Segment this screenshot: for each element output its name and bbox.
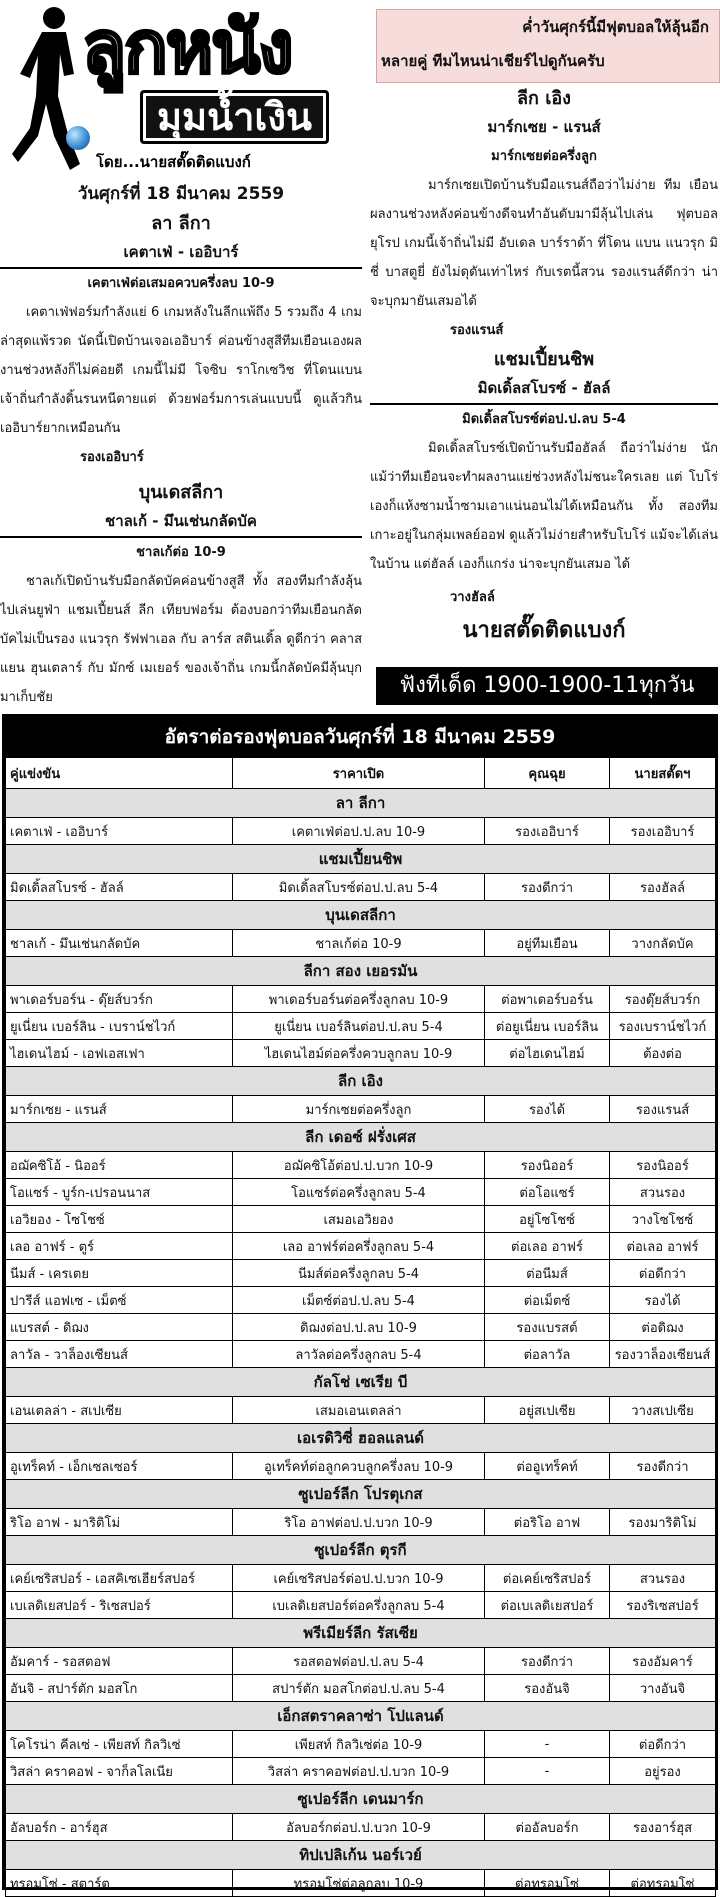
pick-nai-stud-cell: รองวาล็องเซียนส์ [610, 1341, 716, 1368]
table-row [6, 1453, 716, 1480]
league-group-label: ซูเปอร์ลีก โปรตุเกส [6, 1480, 716, 1509]
table-row [6, 1341, 716, 1368]
pick-nai-stud-cell: วางอันจิ [610, 1675, 716, 1702]
league-group-row [6, 1424, 716, 1453]
league-group-row [6, 1841, 716, 1870]
match-cell: ริโอ อาฟ - มาริติโม่ [6, 1509, 233, 1536]
pick-nai-stud-cell: รองได้ [610, 1287, 716, 1314]
match-title: มาร์กเซย - แรนส์ [487, 118, 601, 136]
pick-khun-chui-cell: อยู่โซโชซ์ [485, 1206, 610, 1233]
table-row [6, 818, 716, 845]
match-cell: อัลบอร์ก - อาร์ฮุส [6, 1814, 233, 1841]
pick-nai-stud-cell: ต้องต่อ [610, 1040, 716, 1067]
match-cell: อฌัคซิโอ้ - นิออร์ [6, 1152, 233, 1179]
table-row [6, 1675, 716, 1702]
opening-odds-cell: เคย์เซริสปอร์ต่อป.ป.บวก 10-9 [233, 1565, 485, 1592]
pick-khun-chui-cell: รองแบรสต์ [485, 1314, 610, 1341]
logo-byline: โดย...นายสตั๊ดติดแบงก์ [96, 153, 251, 171]
match-cell: โอแซร์ - บูร์ก-เปรอนนาส [6, 1179, 233, 1206]
match-cell: ทรอมโซ่ - สตาร์ต [6, 1870, 233, 1897]
league-group-label: เอเรดิวิซี่ ฮอลแลนด์ [6, 1424, 716, 1453]
pick-nai-stud-cell: ต่อดีกว่า [610, 1731, 716, 1758]
league-group-row [6, 1785, 716, 1814]
match-cell: เอนเตลล่า - สเปเซีย [6, 1397, 233, 1424]
match-cell: เบเลดิเยสปอร์ - ริเซสปอร์ [6, 1592, 233, 1619]
pick-khun-chui-cell: รองเออิบาร์ [485, 818, 610, 845]
pick-khun-chui-cell: รองได้ [485, 1096, 610, 1123]
ball-icon [66, 126, 90, 150]
table-row [6, 1397, 716, 1424]
pick-khun-chui-cell: ต่อทรอมโซ่ [485, 1870, 610, 1897]
match-cell: ไฮเดนไฮม์ - เอฟเอสเฟา [6, 1040, 233, 1067]
league-group-row [6, 901, 716, 930]
column-header: คู่แข่งขัน [6, 758, 233, 789]
opening-odds-cell: โอแซร์ต่อครึ่งลูกลบ 5-4 [233, 1179, 485, 1206]
pick-khun-chui-cell: - [485, 1758, 610, 1785]
masthead [0, 0, 372, 185]
opening-odds-cell: อฌัคซิโอ้ต่อป.ป.บวก 10-9 [233, 1152, 485, 1179]
league-group-row [6, 1702, 716, 1731]
match-cell: ลาวัล - วาล็องเซียนส์ [6, 1341, 233, 1368]
match-title: มิดเดิ้ลสโบรซ์ - ฮัลล์ [477, 379, 611, 397]
league-group-label: บุนเดสลีกา [6, 901, 716, 930]
match-verdict: วางฮัลล์ [450, 590, 495, 605]
match-cell: โคโรน่า คีลเซ่ - เพียสท์ กิลวิเซ่ [6, 1731, 233, 1758]
pick-khun-chui-cell: ต่อเลอ อาฟร์ [485, 1233, 610, 1260]
pick-nai-stud-cell: วางสเปเซีย [610, 1397, 716, 1424]
match-cell: ชาลเก้ - มึนเช่นกลัดบัค [6, 930, 233, 957]
opening-odds-cell: อัลบอร์กต่อป.ป.บวก 10-9 [233, 1814, 485, 1841]
league-group-row [6, 1619, 716, 1648]
table-row [6, 1233, 716, 1260]
match-cell: มาร์กเซย - แรนส์ [6, 1096, 233, 1123]
table-row [6, 1648, 716, 1675]
pick-khun-chui-cell: ต่อริโอ อาฟ [485, 1509, 610, 1536]
pick-nai-stud-cell: รองดุ๊ยส์บวร์ก [610, 986, 716, 1013]
pick-khun-chui-cell: ต่อยูเนี่ยน เบอร์ลิน [485, 1013, 610, 1040]
table-row [6, 1758, 716, 1785]
pick-nai-stud-cell: ต่อดีกว่า [610, 1260, 716, 1287]
match-cell: อัมคาร์ - รอสตอฟ [6, 1648, 233, 1675]
match-cell: ยูเนี่ยน เบอร์ลิน - เบราน์ชไวก์ [6, 1013, 233, 1040]
pick-khun-chui-cell: รองอันจิ [485, 1675, 610, 1702]
pick-khun-chui-cell: รองดีกว่า [485, 874, 610, 901]
match-cell: เอวิยอง - โซโชซ์ [6, 1206, 233, 1233]
league-group-row [6, 1536, 716, 1565]
pick-khun-chui-cell: ต่อไฮเดนไฮม์ [485, 1040, 610, 1067]
table-row [6, 986, 716, 1013]
match-analysis: มาร์กเซยเปิดบ้านรับมือแรนส์ถือว่าไม่ง่าย ทีม เยือนผลงานช่วงหลังค่อนข้างดีจนทำอันดับมามีลุ้นไปเล่น ฟุตบอลยุโรป เกมนี้เจ้าถิ่นไม่มี อับเดล บาร์ราด้า ที่โดน แบน แนวรุก มิชี่ บาสตูยี่ ยังไม่ดุดันเท่าไหร่ กับเรตนี้สวน รองแรนส์ดีกว่า น่าจะบุกมายันเสมอได้ [370, 178, 718, 309]
league-group-label: ทิปเปลิเก้น นอร์เวย์ [6, 1841, 716, 1870]
table-row [6, 1814, 716, 1841]
match-cell: แบรสต์ - ดิฌง [6, 1314, 233, 1341]
article-date: วันศุกร์ที่ 18 มีนาคม 2559 [77, 184, 285, 204]
opening-odds-cell: เสมอเอนเตลล่า [233, 1397, 485, 1424]
opening-odds-cell: เคตาเฟ่ต่อป.ป.ลบ 10-9 [233, 818, 485, 845]
match-title: ชาลเก้ - มึนเช่นกลัดบัค [105, 512, 257, 530]
league-heading: ลีก เอิง [517, 88, 571, 109]
table-row [6, 874, 716, 901]
table-row [6, 1314, 716, 1341]
column-header: คุณฉุย [485, 758, 610, 789]
match-cell: มิดเดิ้ลสโบรซ์ - ฮัลล์ [6, 874, 233, 901]
pick-nai-stud-cell: รองเออิบาร์ [610, 818, 716, 845]
match-cell: อันจิ - สปาร์ตัก มอสโก [6, 1675, 233, 1702]
opening-odds-cell: ริโอ อาฟต่อป.ป.บวก 10-9 [233, 1509, 485, 1536]
pick-nai-stud-cell: รองนิออร์ [610, 1152, 716, 1179]
match-cell: นีมส์ - เครเตย [6, 1260, 233, 1287]
opening-odds-cell: เลอ อาฟร์ต่อครึ่งลูกลบ 5-4 [233, 1233, 485, 1260]
opening-odds-cell: ดิฌงต่อป.ป.ลบ 10-9 [233, 1314, 485, 1341]
league-group-label: ลีกา สอง เยอรมัน [6, 957, 716, 986]
opening-odds-cell: รอสตอฟต่อป.ป.ลบ 5-4 [233, 1648, 485, 1675]
match-analysis: มิดเดิ้ลสโบรซ์เปิดบ้านรับมือฮัลล์ ถือว่าไม่ง่าย นักแม้ว่าทีมเยือนจะทำผลงานแย่ช่วงหลังไม่ชนะใครเลย แต่ โบโร่เองก็แห้งซามน้ำซามเอาแน่นอนไม่ได้เหมือนกัน ทั้ง สองทีมเกาะอยู่ในกลุ่มเพลย์ออฟ ดูแล้วไม่ง่ายสำหรับโบโร่ แม้จะได้เล่นในบ้าน แต่ฮัลล์ เองก็แกร่ง น่าจะบุกยันเสมอ ได้ [370, 441, 718, 572]
match-analysis: เคตาเฟ่ฟอร์มกำลังแย่ 6 เกมหลังในลีกแพ้ถึง 5 รวมถึง 4 เกมล่าสุดแพ้รวด นัดนี้เปิดบ้านเจอเออิบาร์ ค่อนข้างสูสีทีมเยือนเองผลงานช่วงหลังก็ไม่ค่อยดี เกมนี้ไม่มี โจซิบ ราโกเซวิช ที่โดนแบน เจ้าถิ่นกำลังดิ้นรนหนีตายแต่ ด้วยฟอร์มการเล่นแบบนี้ ดูแล้วกินเออิบาร์ยากเหมือนกัน [0, 305, 362, 436]
table-row [6, 1592, 716, 1619]
league-group-label: เอ็กสตราคลาซ่า โปแลนด์ [6, 1702, 716, 1731]
odds-table [5, 757, 716, 1897]
league-group-row [6, 789, 716, 818]
opening-odds-cell: ลาวัลต่อครึ่งลูกลบ 5-4 [233, 1341, 485, 1368]
table-header-row [6, 758, 716, 789]
league-group-label: กัลโช่ เซเรีย บี [6, 1368, 716, 1397]
table-row [6, 1509, 716, 1536]
match-cell: เคย์เซริสปอร์ - เอสคิเซเฮียร์สปอร์ [6, 1565, 233, 1592]
odds-table-panel [2, 714, 718, 1890]
pick-nai-stud-cell: รองฮัลล์ [610, 874, 716, 901]
match-cell: เคตาเฟ่ - เออิบาร์ [6, 818, 233, 845]
league-group-label: ซูเปอร์ลีก เดนมาร์ก [6, 1785, 716, 1814]
league-group-row [6, 1368, 716, 1397]
opening-odds-cell: มาร์กเซยต่อครึ่งลูก [233, 1096, 485, 1123]
pick-nai-stud-cell: ต่อดิฌง [610, 1314, 716, 1341]
table-row [6, 1040, 716, 1067]
pick-khun-chui-cell: ต่อเม็ตซ์ [485, 1287, 610, 1314]
banner-line-1: ค่ำวันศุกร์นี้มีฟุตบอลให้ลุ้นอีก [522, 18, 709, 36]
league-group-row [6, 1067, 716, 1096]
logo-title: ลูกหนัง [82, 4, 292, 89]
banner-line-2: หลายคู่ ทีมไหนน่าเชียร์ไปดูกันครับ [381, 52, 605, 70]
pick-khun-chui-cell: ต่อโอแซร์ [485, 1179, 610, 1206]
column-header: ราคาเปิด [233, 758, 485, 789]
table-row [6, 1152, 716, 1179]
pick-khun-chui-cell: รองนิออร์ [485, 1152, 610, 1179]
pick-khun-chui-cell: ต่อเคย์เซริสปอร์ [485, 1565, 610, 1592]
pick-nai-stud-cell: รองแรนส์ [610, 1096, 716, 1123]
pick-khun-chui-cell: อยู่ทีมเยือน [485, 930, 610, 957]
pick-nai-stud-cell: รองมาริติโม่ [610, 1509, 716, 1536]
pick-nai-stud-cell: วางโซโชซ์ [610, 1206, 716, 1233]
league-heading: แชมเปี้ยนชิพ [493, 349, 595, 370]
match-cell: ปารีส์ แอฟเซ - เม็ตซ์ [6, 1287, 233, 1314]
match-analysis: ชาลเก้เปิดบ้านรับมือกลัดบัคค่อนข้างสูสี ทั้ง สองทีมกำลังลุ้นไปเล่นยูฟ่า แชมเปี้ยนส์ ลีก เทียบฟอร์ม ต้องบอกว่าทีมเยือนกลัดบัคไม่เป็นรอง แนวรุก รัฟฟาเอล กับ ลาร์ส สตินเดิ้ล ดูดีกว่า คลาส แยน ฮุนเตลาร์ กับ มักซ์ เมเยอร์ ของเจ้าถิ่น เกมนี้กลัดบัคมีลุ้นบุกมาเก็บชัย [0, 574, 362, 705]
pick-nai-stud-cell: รองเบราน์ชไวก์ [610, 1013, 716, 1040]
match-odds: ชาลเก้ต่อ 10-9 [136, 545, 226, 560]
league-group-label: ลา ลีกา [6, 789, 716, 818]
pick-khun-chui-cell: - [485, 1731, 610, 1758]
league-group-label: ลีก เอิง [6, 1067, 716, 1096]
footballer-silhouette-icon [8, 4, 88, 180]
table-row [6, 1287, 716, 1314]
pick-khun-chui-cell: ต่อลาวัล [485, 1341, 610, 1368]
league-group-row [6, 957, 716, 986]
pick-khun-chui-cell: อยู่สเปเซีย [485, 1397, 610, 1424]
opening-odds-cell: ชาลเก้ต่อ 10-9 [233, 930, 485, 957]
league-heading: บุนเดสลีกา [138, 482, 224, 503]
intro-banner [376, 9, 720, 83]
match-cell: เลอ อาฟร์ - ตูร์ [6, 1233, 233, 1260]
match-verdict: รองแรนส์ [450, 323, 504, 338]
pick-khun-chui-cell: ต่ออูเทร็คท์ [485, 1453, 610, 1480]
opening-odds-cell: ทรอมโซ่ต่อลูกลบ 10-9 [233, 1870, 485, 1897]
match-verdict: รองเออิบาร์ [80, 450, 144, 465]
pick-khun-chui-cell: ต่อเบเลดิเยสปอร์ [485, 1592, 610, 1619]
opening-odds-cell: มิดเดิ้ลสโบรซ์ต่อป.ป.ลบ 5-4 [233, 874, 485, 901]
league-group-row [6, 845, 716, 874]
pick-khun-chui-cell: รองดีกว่า [485, 1648, 610, 1675]
hotline-banner: ฟังทีเด็ด 1900-1900-11ทุกวัน [376, 667, 718, 705]
opening-odds-cell: เม็ตซ์ต่อป.ป.ลบ 5-4 [233, 1287, 485, 1314]
pick-nai-stud-cell: วางกลัดบัค [610, 930, 716, 957]
column-header: นายสตั๊ดฯ [610, 758, 716, 789]
match-odds: มาร์กเซยต่อครึ่งลูก [491, 149, 597, 164]
match-title: เคตาเฟ่ - เออิบาร์ [123, 243, 239, 261]
right-column [370, 84, 718, 650]
opening-odds-cell: ยูเนี่ยน เบอร์ลินต่อป.ป.ลบ 5-4 [233, 1013, 485, 1040]
pick-nai-stud-cell: ต่อเลอ อาฟร์ [610, 1233, 716, 1260]
table-row [6, 1206, 716, 1233]
pick-khun-chui-cell: ต่อนีมส์ [485, 1260, 610, 1287]
opening-odds-cell: ไฮเดนไฮม์ต่อครึ่งควบลูกลบ 10-9 [233, 1040, 485, 1067]
pick-nai-stud-cell: รองอาร์ฮุส [610, 1814, 716, 1841]
match-cell: อูเทร็คท์ - เอ็กเซลเซอร์ [6, 1453, 233, 1480]
match-cell: วิสล่า คราคอฟ - จาก็ลโลเนีย [6, 1758, 233, 1785]
table-row [6, 1260, 716, 1287]
table-row [6, 1731, 716, 1758]
pick-nai-stud-cell: รองริเซสปอร์ [610, 1592, 716, 1619]
left-column [0, 180, 362, 741]
league-heading: ลา ลีกา [151, 213, 211, 234]
table-row [6, 1179, 716, 1206]
table-row [6, 1870, 716, 1897]
odds-table-body [6, 789, 716, 1897]
opening-odds-cell: อูเทร็คท์ต่อลูกควบลูกครึ่งลบ 10-9 [233, 1453, 485, 1480]
odds-table-title: อัตราต่อรองฟุตบอลวันศุกร์ที่ 18 มีนาคม 2559 [5, 717, 715, 757]
league-group-label: พรีเมียร์ลีก รัสเซีย [6, 1619, 716, 1648]
league-group-label: ซูเปอร์ลีก ตุรกี [6, 1536, 716, 1565]
table-row [6, 1565, 716, 1592]
pick-nai-stud-cell: รองดีกว่า [610, 1453, 716, 1480]
pick-nai-stud-cell: สวนรอง [610, 1565, 716, 1592]
opening-odds-cell: สปาร์ตัก มอสโกต่อป.ป.ลบ 5-4 [233, 1675, 485, 1702]
league-group-row [6, 1123, 716, 1152]
league-group-label: แชมเปี้ยนชิพ [6, 845, 716, 874]
pick-nai-stud-cell: สวนรอง [610, 1179, 716, 1206]
opening-odds-cell: เสมอเอวิยอง [233, 1206, 485, 1233]
match-odds: เคตาเฟ่ต่อเสมอควบครึ่งลบ 10-9 [87, 276, 275, 291]
pick-khun-chui-cell: ต่ออัลบอร์ก [485, 1814, 610, 1841]
opening-odds-cell: พาเดอร์บอร์นต่อครึ่งลูกลบ 10-9 [233, 986, 485, 1013]
pick-nai-stud-cell: อยู่รอง [610, 1758, 716, 1785]
match-odds: มิดเดิ้ลสโบรซ์ต่อป.ป.ลบ 5-4 [462, 412, 626, 427]
opening-odds-cell: เพียสท์ กิลวิเซ่ต่อ 10-9 [233, 1731, 485, 1758]
pick-nai-stud-cell: ต่อทรอมโซ่ [610, 1870, 716, 1897]
table-row [6, 1013, 716, 1040]
pick-nai-stud-cell: รองอัมคาร์ [610, 1648, 716, 1675]
opening-odds-cell: นีมส์ต่อครึ่งลูกลบ 5-4 [233, 1260, 485, 1287]
pick-khun-chui-cell: ต่อพาเดอร์บอร์น [485, 986, 610, 1013]
table-row [6, 1096, 716, 1123]
opening-odds-cell: เบเลดิเยสปอร์ต่อครึ่งลูกลบ 5-4 [233, 1592, 485, 1619]
league-group-row [6, 1480, 716, 1509]
logo-subtitle: มุมน้ำเงิน [140, 90, 329, 144]
opening-odds-cell: วิสล่า คราคอฟต่อป.ป.บวก 10-9 [233, 1758, 485, 1785]
league-group-label: ลีก เดอซ์ ฝรั่งเศส [6, 1123, 716, 1152]
match-cell: พาเดอร์บอร์น - ดุ๊ยส์บวร์ก [6, 986, 233, 1013]
table-row [6, 930, 716, 957]
tipster-name: นายสตั๊ดติดแบงก์ [462, 618, 626, 643]
